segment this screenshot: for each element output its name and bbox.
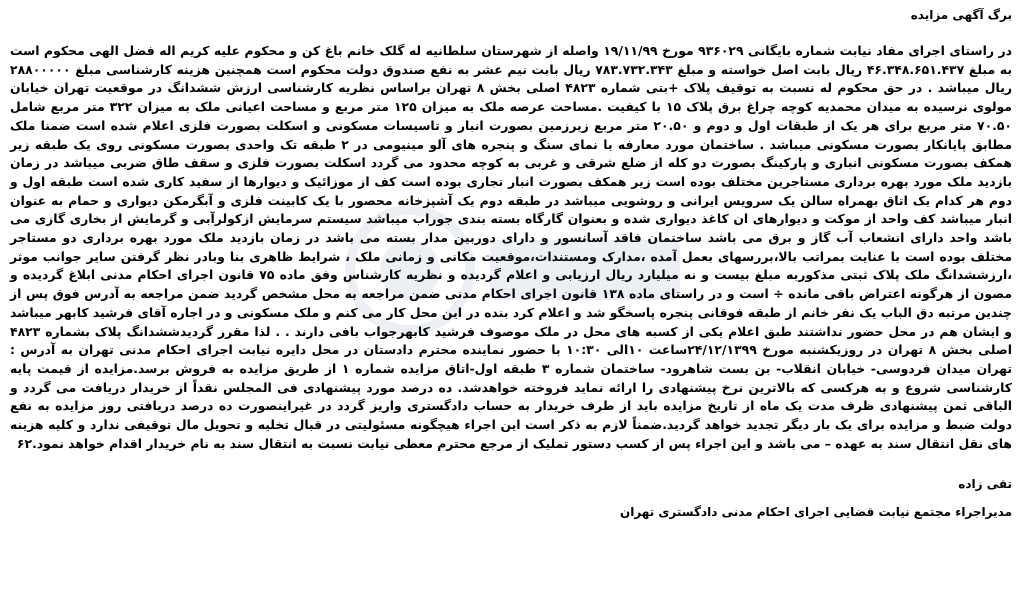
- signer-organization: مدیراجراء مجتمع نیابت قضایی اجرای احکام مدنی دادگستری تهران: [619, 505, 1012, 520]
- signer-name: تقی زاده: [958, 477, 1012, 492]
- notice-title: برگ آگهی مزایده: [910, 8, 1012, 22]
- notice-body: در راستای اجرای مفاد نیابت شماره بایگانی ۹۳۶۰۲۹ مورخ ۱۹/۱۱/۹۹ واصله از شهرستان سلطانیه له گلک خانم باغ کن و محکوم علیه کریم اله فضل الهی محکوم است به مبلغ ۴۶.۳۴۸.۶۵۱.۴۳۷ ریال بابت اصل خواسته و مبلغ ۷۸۳.۷۳۲.۳۴۳ ریال بابت نیم عشر به نفع صندوق دولت محکوم است همچنین هزینه کارشناسی مبلغ ۲۸۸۰۰۰۰۰ ریال میباشد . در حق محکوم له نسبت به توقیف پلاک +بتی شماره ۴۸۲۳ اصلی بخش ۸ تهران براساس نظریه کارشناسی ارزش ششدانگ در موقعیت تهران خیابان مولوی نرسیده به میدان محمدیه کوچه چراغ برق پلاک ۱۵ با کیفیت .مساحت عرصه ملک به میزان ۱۲۵ متر مربع و مساحت اعیانی ملک به میزان ۳۲۲ متر مربع شامل ۷۰.۵۰ متر مربع برای هر یک از طبقات اول و دوم و ۲۰.۵۰ متر مربع زیرزمین بصورت انبار و تاسیسات مسکونی و اسکلت بصورت فلزی اعلام شده است ضمنا ملک مطابق پایانکار بصورت مسکونی میباشد . ساختمان مورد معارفه با نمای سنگ و پنجره های آلو مینیومی در ۲ طبقه تک واحدی بصورت مسکونی روی یک طبقه زیر همکف بصورت مسکونی انباری و پارکینگ بصورت دو کله از ضلع شرقی و غربی به کوچه محدود می گردد اسکلت بصورت فلزی و سقف طاق ضربی میباشد در زمان بازدید ملک مورد بهره برداری مستاجرین مختلف بوده است زیر همکف بصورت انبار تجاری بوده است کف از موزائیک و دیوارها از سفید کاری شده است طبقه اول و دوم هر کدام یک اتاق بهمراه سالن یک سرویس ایرانی و روشویی میباشد در طبقه دوم یک آشپزخانه محصور با یک کابینت فلزی و آبگرمکن دیواری و حمام به عنوان انبار میباشد کف واحد از موکت و دیوارهای ان کاغذ دیواری شده و بعنوان گارگاه بسته بندی جوراب میباشد سیستم سرمایش ازکولرآبی و گرمایش از بخاری گازی می باشد واحد دارای انشعاب آب گاز و برق می باشد ساختمان فاقد آسانسور و دارای دوربین مدار بسته می باشد در زمان بازدید ملک مورد بهره برداری دو مستاجر مختلف بوده است با عنایت بمراتب بالا،بررسهای بعمل آمده ،مدارک ومستندات،موقعیت مکانی و زمانی ملک ، شرایط ظاهری بنا وبادر نظر گرفتن سایر جوانب موثر ،ارزششدانگ ملک پلاک ثبتی مذکوربه مبلغ بیست و نه میلیارد ریال ارزیابی و اعلام گردیده و نظریه کارشناس وفق ماده ۷۵ قانون اجرای احکام مدنی ابلاغ گردیده و مصون از هرگونه اعتراض باقی مانده ÷ است و در راستای ماده ۱۳۸ قانون اجرای احکام مدنی ضمن مراجعه به محل مشخص گردید ضمن مراجعه به آدرس فوق پس از چندین مرتبه دق الباب یک نفر خانم از طبقه فوقانی پنجره پاسخگو شد و اعلام کرد بنده در این محل کار می کنم و ملک مسکونی و در اجاره آقای فرشید کابهر میباشد و ایشان هم در محل حضور نداشتند طبق اعلام یکی از کسبه های محل در ملک موصوف فرشید کابهرجواب بافی دارند . . لذا مقرر گردیدششدانگ پلاک بشماره ۴۸۲۳ اصلی بخش ۸ تهران در روزیکشنبه مورخ ۲۴/۱۲/۱۳۹۹ساعت ۱۰الی ۱۰:۳۰ با حضور نماینده محترم دادستان در محل دایره نیابت اجرای احکام مدنی تهران به آدرس : تهران میدان فردوسی- خیابان انقلاب- بن بست شاهرود- ساختمان شماره ۳ طبقه اول-اتاق مزایده شماره ۱ از طریق مزایده به فروش برسد.مزایده از قیمت پایه کارشناسی شروع و به هرکسی که بالاترین نرخ پیشنهادی را ارائه نماید فروخته خواهدشد. ده درصد مورد پیشنهادی فی المجلس نقداً از خریدار دریافت می گردد و الباقی ثمن پیشنهادی ظرف مدت یک ماه از تاریخ مزایده باید از طرف خریدار به حساب دادگستری واریز گردد در غیراینصورت ده درصد دریافتی روز مزایده به نفع دولت ضبط و مزایده برای یک بار دیگر تجدید خواهد گردید.ضمناً لازم به ذکر است این اجراء هیچگونه مسئولیتی در قبال تخلیه و تحویل مال توقیفی ندارد و کلیه هزینه های نقل انتقال سند به عهده – می باشد و این اجراء پس از کسب دستور تملیک از مرجع محترم معطی نیابت نسبت به انتقال سند به نام خریدار اقدام خواهد نمود.۶۲: [10, 43, 1013, 451]
